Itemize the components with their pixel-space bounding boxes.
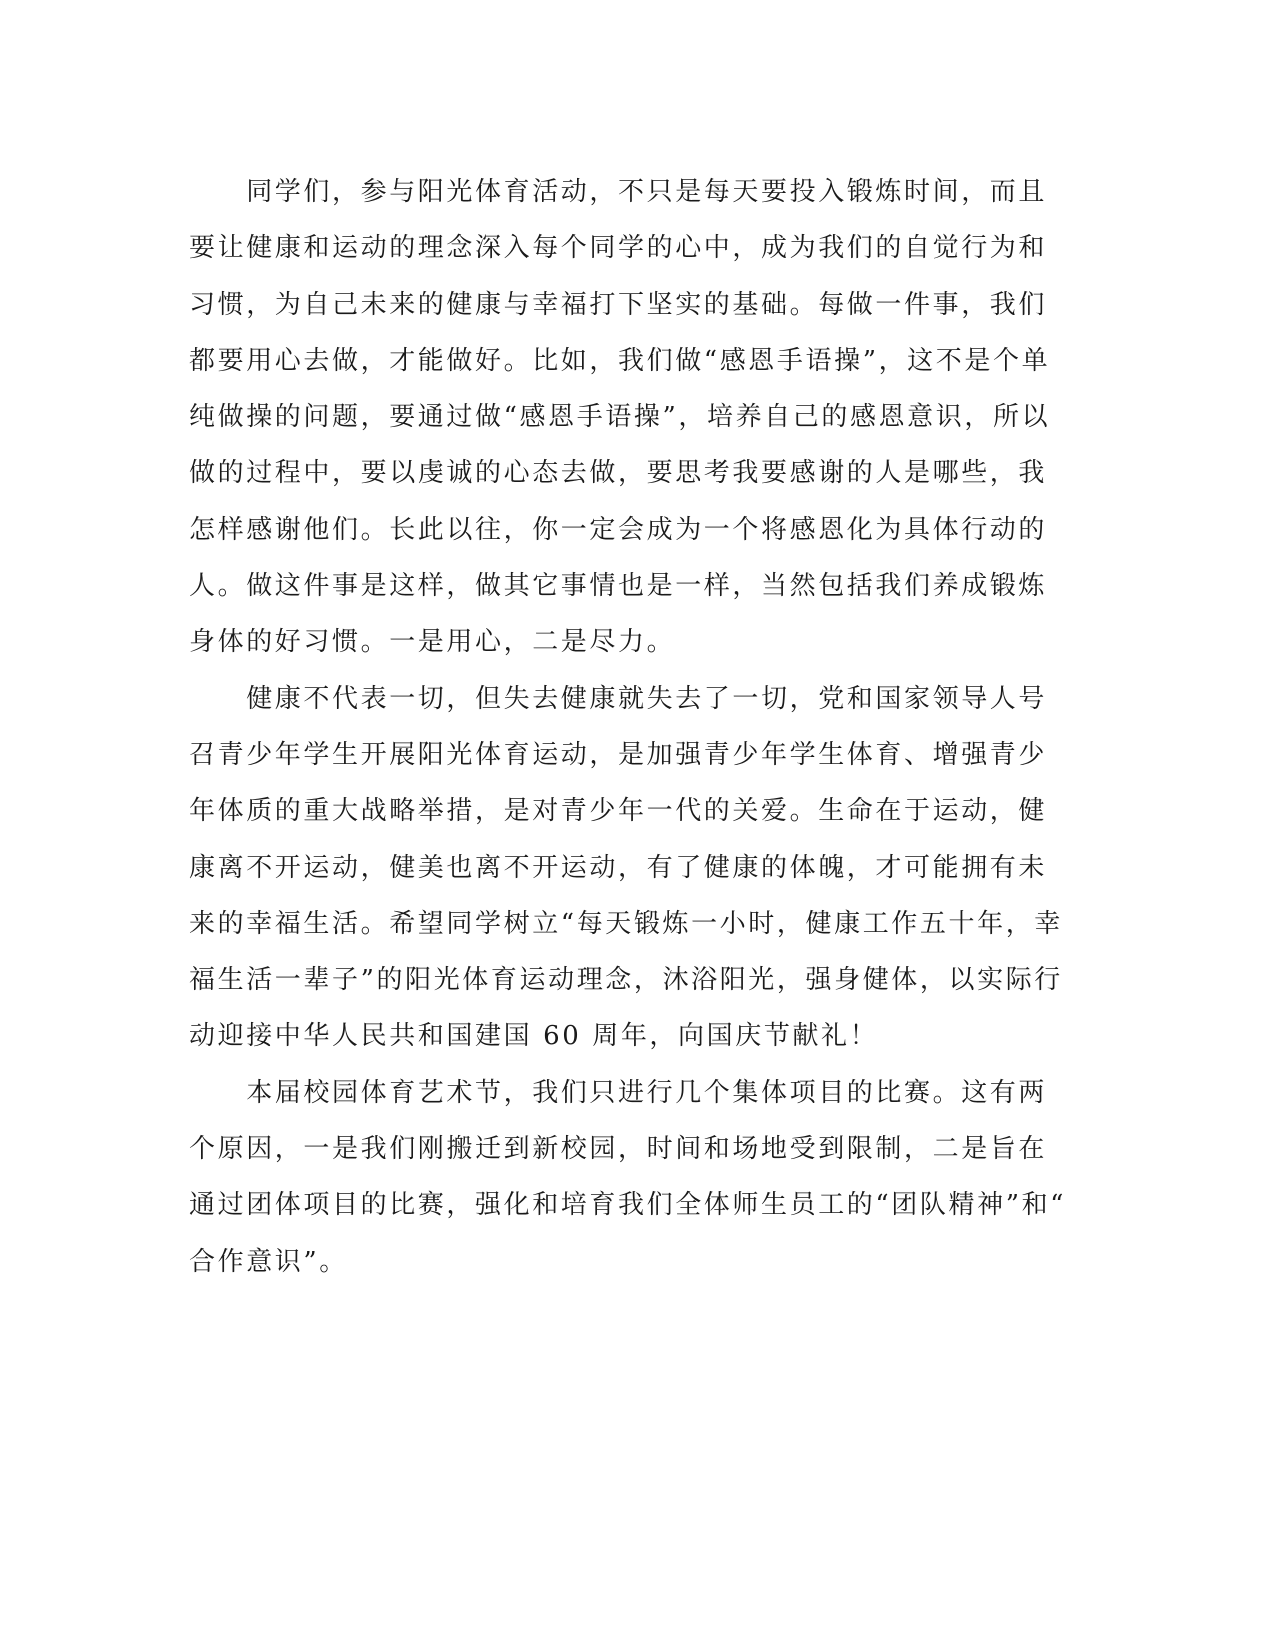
paragraph-3 — [189, 1065, 1071, 1290]
text-line: 身体的好习惯。一是用心，二是尽力。 — [189, 627, 676, 658]
paragraph-2 — [189, 671, 1071, 1065]
text-line: 要让健康和运动的理念深入每个同学的心中，成为我们的自觉行为和 — [189, 233, 1048, 264]
text-line: 来的幸福生活。希望同学树立“每天锻炼一小时，健康工作五十年，幸 — [189, 908, 1063, 939]
text-line: 康离不开运动，健美也离不开运动，有了健康的体魄，才可能拥有未 — [189, 852, 1048, 883]
text-line: 同学们，参与阳光体育活动，不只是每天要投入锻炼时间，而且 — [189, 177, 1048, 207]
text-line: 合作意识”。 — [189, 1246, 348, 1277]
text-line: 福生活一辈子”的阳光体育运动理念，沐浴阳光，强身健体，以实际行 — [189, 965, 1063, 996]
text-line: 召青少年学生开展阳光体育运动，是加强青少年学生体育、增强青少 — [189, 739, 1048, 770]
text-line: 年体质的重大战略举措，是对青少年一代的关爱。生命在于运动，健 — [189, 796, 1048, 827]
text-line: 本届校园体育艺术节，我们只进行几个集体项目的比赛。这有两 — [189, 1077, 1048, 1108]
text-line: 习惯，为自己未来的健康与幸福打下坚实的基础。每做一件事，我们 — [189, 289, 1048, 320]
text-line: 个原因，一是我们刚搬迁到新校园，时间和场地受到限制，二是旨在 — [189, 1134, 1048, 1165]
paragraph-1 — [189, 164, 1071, 671]
text-line: 都要用心去做，才能做好。比如，我们做“感恩手语操”，这不是个单 — [189, 345, 1051, 376]
text-line: 纯做操的问题，要通过做“感恩手语操”，培养自己的感恩意识，所以 — [189, 402, 1051, 433]
text-line: 健康不代表一切，但失去健康就失去了一切，党和国家领导人号 — [189, 683, 1048, 714]
text-line: 怎样感谢他们。长此以往，你一定会成为一个将感恩化为具体行动的 — [189, 514, 1048, 545]
document-body — [189, 164, 1071, 1290]
text-line: 人。做这件事是这样，做其它事情也是一样，当然包括我们养成锻炼 — [189, 571, 1048, 602]
text-line: 动迎接中华人民共和国建国 60 周年，向国庆节献礼！ — [189, 1021, 879, 1052]
text-line: 通过团体项目的比赛，强化和培育我们全体师生员工的“团队精神”和“ — [189, 1190, 1067, 1221]
text-line: 做的过程中，要以虔诚的心态去做，要思考我要感谢的人是哪些，我 — [189, 458, 1048, 489]
